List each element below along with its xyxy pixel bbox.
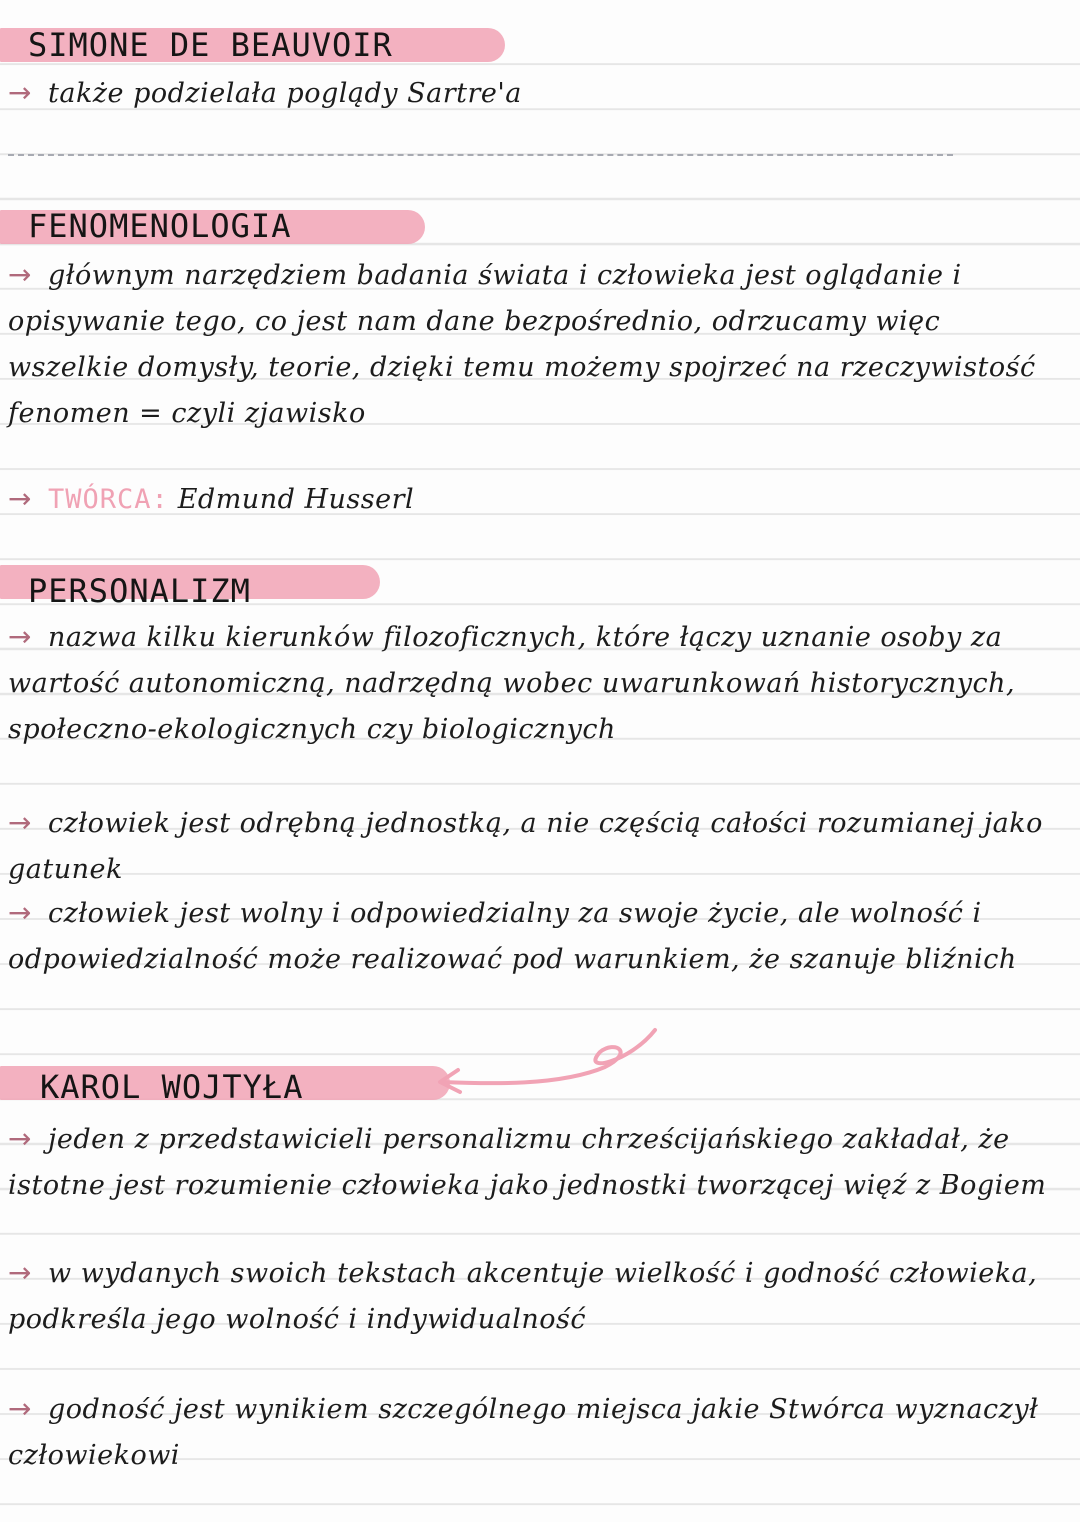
- arrow-right-icon: →: [8, 1122, 32, 1155]
- bullet-wojtyla-1: → jeden z przedstawicieli personalizmu chrześcijańskiego zakładał, że istotne jest rozumienie człowieka jako jednostki tworzącej więź z Bogiem: [8, 1116, 1058, 1208]
- bullet-wojtyla-2: → w wydanych swoich tekstach akcentuje wielkość i godność człowieka, podkreśla jego wolność i indywidualność: [8, 1250, 1058, 1342]
- bullet-personalizm-1: → nazwa kilku kierunków filozoficznych, które łączy uznanie osoby za wartość autonomiczną, nadrzędną wobec uwarunkowań historycznych, społeczno-ekologicznych czy biologicznych: [8, 614, 1058, 752]
- arrow-right-icon: →: [8, 620, 32, 653]
- arrow-right-icon: →: [8, 258, 32, 291]
- heading-personalizm: PERSONALIZM: [28, 572, 251, 610]
- section-divider: [8, 154, 953, 156]
- arrow-right-icon: →: [8, 76, 32, 109]
- bullet-personalizm-2: → człowiek jest odrębną jednostką, a nie częścią całości rozumianej jako gatunek: [8, 800, 1058, 892]
- bullet-personalizm-3: → człowiek jest wolny i odpowiedzialny za swoje życie, ale wolność i odpowiedzialność może realizować pod warunkiem, że szanuje bliźnich: [8, 890, 1058, 982]
- bullet-fenomenologia-creator: [8, 476, 1058, 522]
- arrow-right-icon: →: [8, 482, 32, 515]
- creator-label: TWÓRCA:: [48, 484, 169, 515]
- arrow-right-icon: →: [8, 1256, 32, 1289]
- bullet-fenomenologia-1: → głównym narzędziem badania świata i człowieka jest oglądanie i opisywanie tego, co jest nam dane bezpośrednio, odrzucamy więc wszelkie domysły, teorie, dzięki temu możemy spojrzeć na rzeczywistość fenomen = czyli zjawisko: [8, 252, 1058, 436]
- bullet-wojtyla-3: → godność jest wynikiem szczególnego miejsca jakie Stwórca wyznaczył człowiekowi: [8, 1386, 1058, 1478]
- arrow-right-icon: →: [8, 806, 32, 839]
- creator-name: Edmund Husserl: [177, 484, 415, 515]
- squiggle-arrow-icon: [430, 1022, 670, 1102]
- heading-wojtyla: KAROL WOJTYŁA: [40, 1068, 304, 1106]
- arrow-right-icon: →: [8, 896, 32, 929]
- heading-beauvoir: SIMONE DE BEAUVOIR: [28, 26, 393, 64]
- heading-fenomenologia: FENOMENOLOGIA: [28, 207, 292, 245]
- bullet-beauvoir-1: → także podzielała poglądy Sartre'a: [8, 70, 1058, 116]
- arrow-right-icon: →: [8, 1392, 32, 1425]
